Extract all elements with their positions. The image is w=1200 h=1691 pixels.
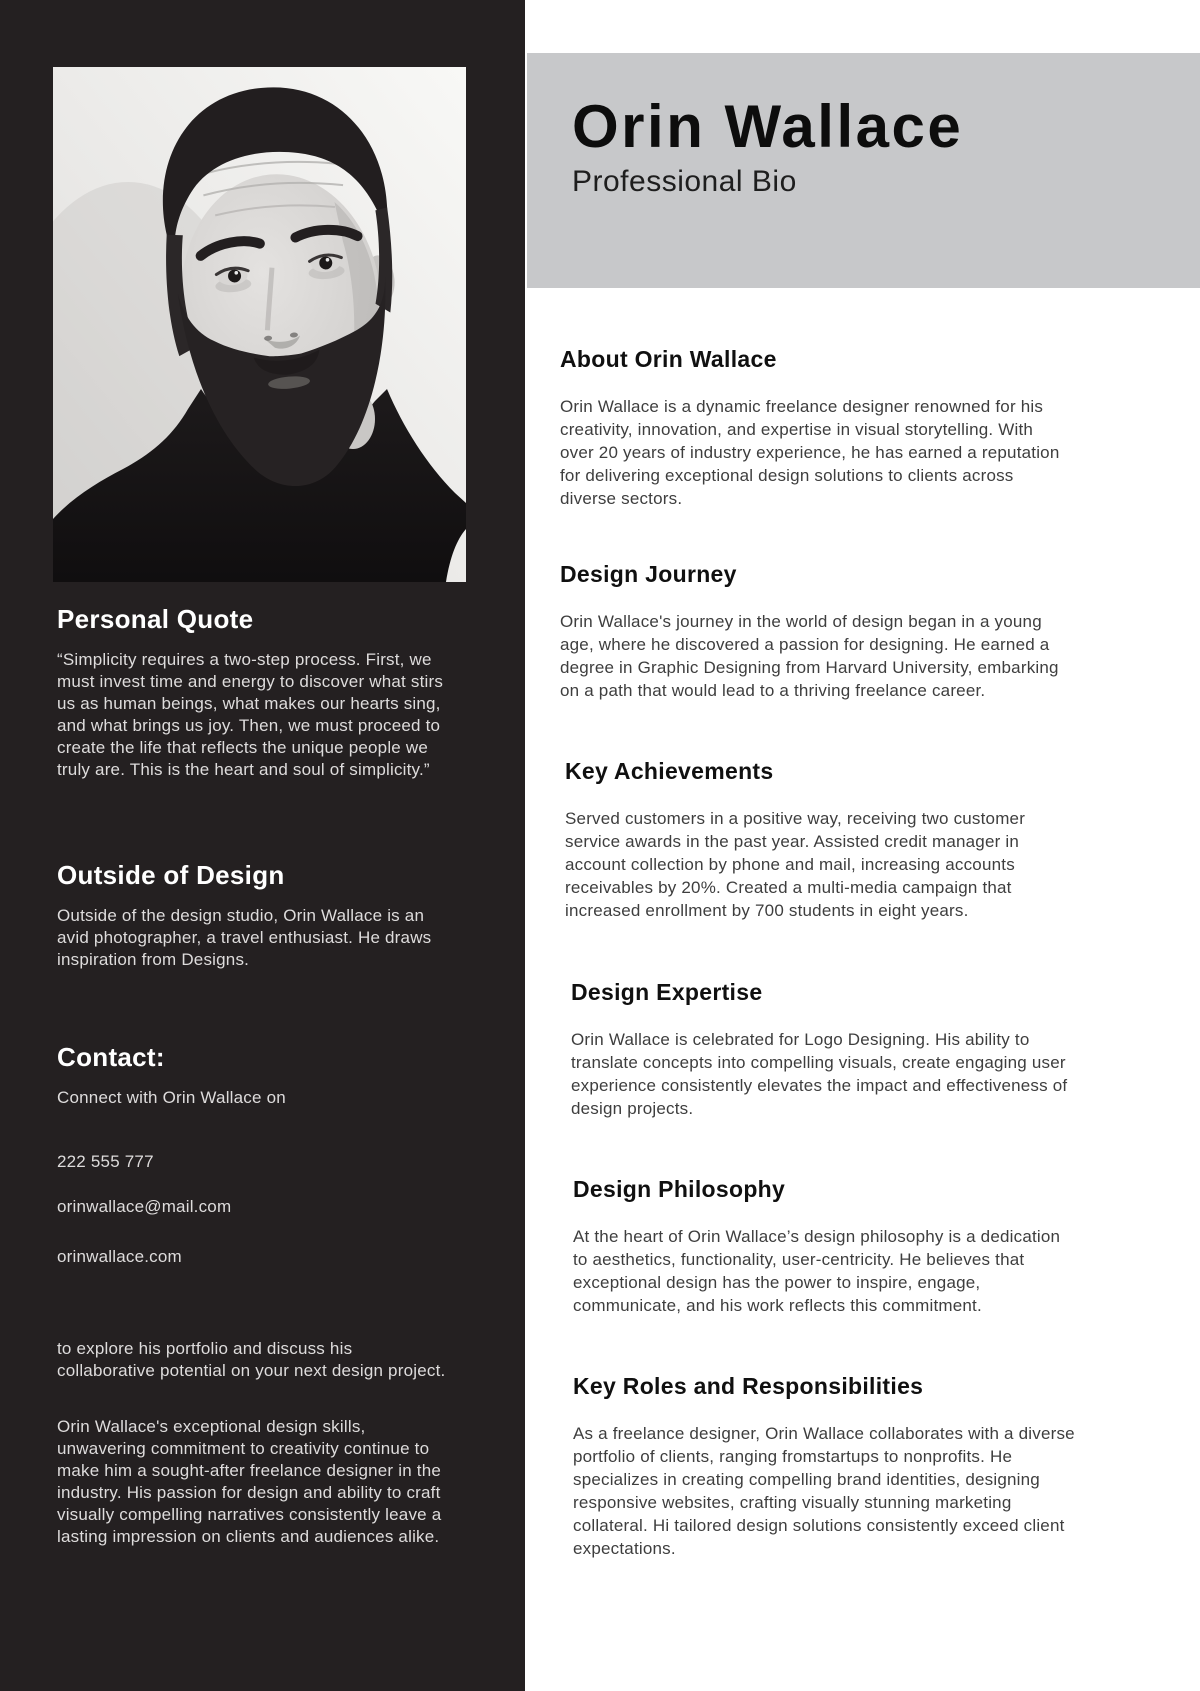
outside-of-design-section (57, 860, 449, 971)
contact-intro: Connect with Orin Wallace on (57, 1088, 286, 1108)
outside-of-design-title: Outside of Design (57, 860, 285, 890)
section-key-roles (573, 1373, 1078, 1560)
section-about (560, 346, 1065, 510)
page-title: Orin Wallace (572, 93, 964, 160)
section-title: Design Philosophy (573, 1176, 786, 1202)
section-body: Orin Wallace's journey in the world of design began in a young age, where he discovered a passion for designing. He earned a degree in Graphic Designing from Harvard University, embarking on a path that would lead to a thriving freelance career. (560, 611, 1059, 700)
personal-quote-text: “Simplicity requires a two-step process. First, we must invest time and energy to discover what stirs us as human beings, what makes our hearts sing, and what brings us joy. Then, we must proceed to create the life that reflects the unique people we truly are. This is the heart and soul of simplicity.” (57, 650, 444, 780)
section-body: As a freelance designer, Orin Wallace collaborates with a diverse portfolio of clients, ranging fromstartups to nonprofits. He specializes in creating compelling brand identities, designing responsive websites, crafting visually stunning marketing collateral. Hi tailored design solutions consistently exceed client expectations. (573, 1423, 1075, 1558)
section-key-achievements (565, 758, 1070, 922)
section-title: Key Achievements (565, 758, 774, 784)
section-design-expertise (571, 979, 1076, 1120)
contact-section (57, 1042, 449, 1268)
section-body: Served customers in a positive way, receiving two customer service awards in the past year. Assisted credit manager in account collection by phone and mail, increasing accounts receivables by 20%. Created a multi-media campaign that increased enrollment by 700 students in eight years. (565, 808, 1026, 920)
section-body: Orin Wallace is celebrated for Logo Designing. His ability to translate concepts into compelling visuals, create engaging user experience consistently elevates the impact and effectiveness of design projects. (571, 1029, 1068, 1118)
section-design-journey (560, 561, 1065, 702)
header-band (527, 53, 1200, 288)
closing-invite-text: to explore his portfolio and discuss his collaborative potential on your next design project. (57, 1339, 446, 1380)
page-subtitle: Professional Bio (572, 165, 797, 198)
sidebar (0, 0, 525, 1691)
section-title: About Orin Wallace (560, 346, 777, 372)
profile-photo (53, 67, 466, 582)
outside-of-design-text: Outside of the design studio, Orin Wallace is an avid photographer, a travel enthusiast. He draws inspiration from Designs. (57, 906, 432, 970)
section-title: Design Expertise (571, 979, 763, 1005)
contact-title: Contact: (57, 1042, 165, 1072)
closing-summary-text: Orin Wallace's exceptional design skills, unwavering commitment to creativity continue to make him a sought-after freelance designer in the industry. His passion for design and ability to craft visually compelling narratives consistently leave a lasting impression on clients and audiences alike. (57, 1417, 442, 1546)
section-title: Design Journey (560, 561, 737, 587)
personal-quote-section (57, 604, 449, 781)
section-design-philosophy (573, 1176, 1078, 1317)
contact-email: orinwallace@mail.com (57, 1197, 232, 1217)
contact-website: orinwallace.com (57, 1247, 182, 1267)
portrait-illustration (53, 67, 466, 582)
section-title: Key Roles and Responsibilities (573, 1373, 924, 1399)
contact-phone: 222 555 777 (57, 1152, 154, 1172)
personal-quote-title: Personal Quote (57, 604, 254, 634)
section-body: At the heart of Orin Wallace’s design philosophy is a dedication to aesthetics, functionality, user-centricity. He believes that exceptional design has the power to inspire, engage, communicate, and his work reflects this commitment. (573, 1226, 1061, 1315)
section-body: Orin Wallace is a dynamic freelance designer renowned for his creativity, innovation, and expertise in visual storytelling. With over 20 years of industry experience, he has earned a reputation for delivering exceptional design solutions to clients across diverse sectors. (560, 396, 1060, 508)
